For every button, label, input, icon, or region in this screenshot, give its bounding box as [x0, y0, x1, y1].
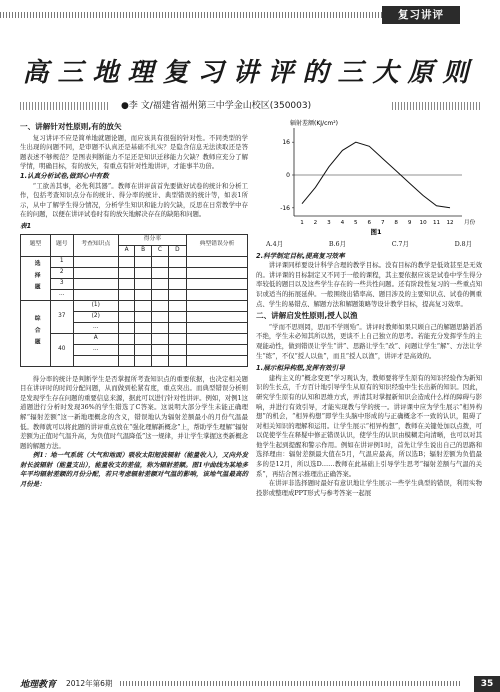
th-D: D [168, 245, 186, 256]
paragraph: 复习讲评不应是简单地就题论题，而应该具有很强的针对性。不同类型的学生出现的问题不同，是审题不认真还是基础不扎实？是隐含信息无法读取还是答题表述不够规范？是图表判断能力不足还是知识迁移能力欠缺？教师应充分了解学情，明确目标，有的放矢，有重点有针对性地讲评，才能事半功倍。 [20, 133, 248, 171]
x-tick-label: 8 [394, 220, 398, 226]
x-tick-label: 5 [354, 220, 358, 226]
x-tick-label: 12 [446, 220, 454, 226]
column-header-bar [0, 0, 500, 22]
article-title: 高三地理复习讲评的三大原则 [22, 58, 478, 88]
th-C: C [151, 245, 168, 256]
x-tick-label: 7 [380, 220, 385, 226]
table-cell: (2) [73, 311, 118, 322]
x-tick-label: 3 [327, 220, 331, 226]
table-cell: 40 [50, 333, 73, 366]
x-tick-label: 2 [313, 220, 318, 226]
chart-title: 图1 [370, 228, 382, 236]
table-cell: … [73, 344, 118, 355]
figure-1 [262, 116, 482, 236]
answer-options [256, 240, 482, 250]
author-info: ●李 文/福建省福州第三中学金山校区(350003) [118, 98, 314, 111]
y-tick-label: 0 [286, 172, 290, 179]
paragraph: 在讲评非选择题时最好有意识地让学生展示一些学生典型的错误，利用实物投影或整理成PPT形式与参考答案一起展 [256, 479, 482, 497]
paragraph: 得分率的统计是判断学生是否掌握所考查知识点的重要依据，也决定相关题目在讲评时的时间分配问题，从而做到松紧有度，重点突出。而典型错误分析则是发现学生存在问题的重要信息来源，据此可以进行针对性讲评。例如，对例1这道题进行分析时发现36%的学生错选了C答案。这说明大部分学生未能正确理解“辐射差额”这一新地理概念的含义，错误地认为辐射差额最小的月份气温最低。教师就可以将此题的讲评重点放在“强化理解新概念”上，帮助学生理解“辐射差额为正值时气温升高，为负值时气温降低”这一规律，并让学生掌握这类新概念题的解题方法。 [20, 374, 248, 450]
x-tick-label: 6 [367, 220, 372, 226]
author-band-right [392, 102, 480, 110]
paragraph: “工欲善其事，必先利其器”。教师在讲评前首先要做好试卷的统计和分析工作，包括考查知识点分布的统计、得分率的统计、典型错误的统计等，如表1所示，从中了解学生得分情况，分析学生知识和能力的欠缺，反思在日常教学中存在的问题，以便在讲评试卷时有的放矢地解决存在的缺陷和问题。 [20, 181, 248, 219]
table-cell: 3 [50, 278, 73, 289]
page-number: 35 [474, 676, 500, 692]
subsection-1-title: 1.认真分析试卷,做到心中有数 [20, 171, 109, 180]
table-caption: 表1 [20, 221, 32, 230]
journal-name: 地理教育 [20, 680, 57, 690]
y-axis-label: 辐射差额(KJ/cm²) [290, 120, 338, 127]
x-tick-label: 10 [419, 220, 427, 226]
table-cell: 37 [50, 300, 73, 333]
th-A: A [118, 245, 135, 256]
th-B: B [135, 245, 152, 256]
th-error-analysis: 典型错误分析 [187, 234, 248, 256]
table-cell: 1 [50, 256, 73, 267]
table-cell: … [73, 322, 118, 333]
section-1-title: 一、讲解针对性原则,有的放矢 [20, 122, 122, 131]
y-tick-label: -16 [280, 204, 290, 212]
x-tick-label: 1 [300, 220, 304, 226]
author-band-left [20, 102, 110, 110]
author-line [0, 100, 500, 112]
left-column [20, 120, 248, 490]
table-cell: 2 [50, 267, 73, 278]
x-tick-label: 4 [340, 220, 345, 226]
column-tab: 复习讲评 [382, 6, 460, 24]
cat-choice: 选择题 [21, 256, 51, 300]
th-score-rate: 得分率 [118, 234, 186, 245]
header-stripe [0, 12, 420, 18]
cat-comprehensive: 综合题 [21, 300, 51, 366]
y-tick-label: 16 [282, 139, 290, 147]
section-2-title: 二、讲解启发性原则,授人以渔 [256, 311, 358, 321]
x-tick-label: 11 [432, 220, 441, 226]
paragraph: 讲评课同样要设计科学合理的教学目标。没有目标的教学是低效甚至是无效的。讲评课的目标制定又不同于一般的课程，其主要依据应该是试卷中学生得分率较低的题目以及这些学生存在的一些共性问题。还有阶段性复习的一些重点知识或适当的拓展延伸。一般围绕出错率高、题目涉及的主要知识点、试卷的侧重点、学生的易错点、解题方法和解题策略等设计教学目标，提高复习效率。 [256, 261, 482, 308]
radiation-balance-chart [262, 116, 482, 236]
option-c: C.7月 [391, 240, 409, 248]
right-column [256, 240, 482, 498]
issue-info: 2012年第6期 [66, 679, 113, 688]
th-type: 题型 [21, 234, 51, 256]
subsection-2-title: 2.科学制定目标,提高复习效率 [256, 251, 345, 260]
th-knowledge-point: 考查知识点 [73, 234, 118, 256]
x-axis-label: 月份 [464, 220, 476, 226]
page-footer [0, 676, 500, 692]
paragraph: 建构主义的“概念变更”学习观认为，教师要将学生原有的知识经验作为新知识的生长点，千方百计地引导学生从原有的知识经验中生长出新的知识。因此，研究学生原有的认知和思维方式，弄清其对掌握新知识会造成什么样的障碍与影响，并进行有效引导，才能实现教与学的统一。讲评课中应为学生展示“相异构想”的机会，“相异构想”即学生头脑中形成的与正确概念不一致的认识，阻碍了对相关知识的理解和运用。让学生展示“相异构想”，教师在关键处加以点拨，可以促使学生在释疑中修正错误认识，使学生的认识由模糊走向清晰，也可以对其他学生起到提醒和警示作用。例如在讲评例1时，首先让学生说出自己的思路和选择理由：辐射差额最大值在5月，气温应最高，所以选B；辐射差额为负值最多的是12月，所以选D……教师在此基础上引导学生思考“辐射差额与气温的关系”，再结合图示推理出正确答案。 [256, 373, 482, 478]
th-number: 题号 [50, 234, 73, 256]
option-b: B.6月 [328, 240, 347, 248]
option-d: D.8月 [454, 240, 472, 248]
example-1: 例1：地一气系统（大气和地面）吸收太阳短波辐射（能量收入），又向外发射长波辐射（能量支出），能量收支的差值，称为辐射差额。图1中曲线为某地多年平均辐射差额的月份分配，若只考虑辐射差额对气温的影响，该地气温最高的月份是： [20, 451, 248, 489]
subsection-3-title: 1.展示相异构想,发挥有效引导 [256, 364, 345, 373]
score-analysis-table [20, 234, 248, 367]
table-cell: A [73, 333, 118, 344]
paragraph: “学而不思则罔，思而不学则殆”。讲评时教师如果只顾自己的解题思路滔滔不绝，学生未必知其所以然，更谈不上自己独立的思考。若能充分发挥学生的主观能动性，做到错误让学生“讲”、思路让学生“改”、问题让学生“解”、方法让学生“练”，不仅“授人以鱼”，而且“授人以渔”，讲评才是高效的。 [256, 322, 482, 360]
x-tick-label: 9 [407, 220, 412, 226]
option-a: A.4月 [266, 240, 284, 248]
table-cell: (1) [73, 300, 118, 311]
table-cell: … [50, 289, 73, 300]
footer-stripe [120, 681, 460, 686]
